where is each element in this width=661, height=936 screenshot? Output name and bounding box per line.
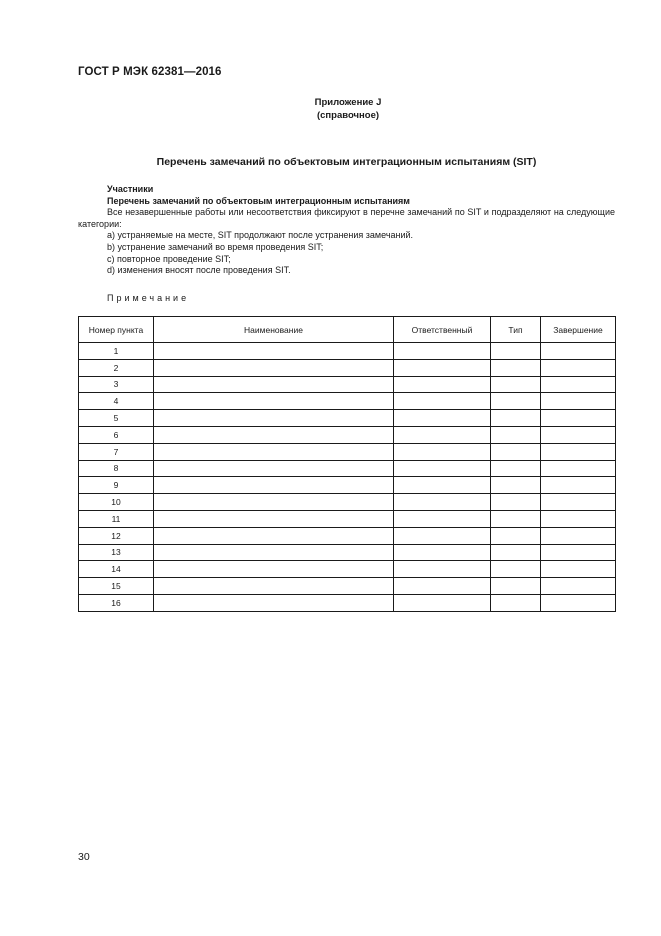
responsible-cell bbox=[394, 510, 491, 527]
name-cell bbox=[154, 494, 394, 511]
responsible-cell bbox=[394, 561, 491, 578]
completion-cell bbox=[541, 393, 616, 410]
section-title: Перечень замечаний по объектовым интеграционным испытаниям (SIT) bbox=[156, 156, 537, 168]
name-cell bbox=[154, 477, 394, 494]
name-cell bbox=[154, 510, 394, 527]
name-cell bbox=[154, 527, 394, 544]
name-cell bbox=[154, 443, 394, 460]
row-number-cell: 13 bbox=[79, 544, 154, 561]
type-cell bbox=[491, 410, 541, 427]
column-header-number: Номер пункта bbox=[79, 317, 154, 343]
note-label: Примечание bbox=[107, 293, 190, 303]
table-row bbox=[79, 343, 616, 360]
type-cell bbox=[491, 443, 541, 460]
type-cell bbox=[491, 359, 541, 376]
type-cell bbox=[491, 376, 541, 393]
row-number-cell: 16 bbox=[79, 594, 154, 611]
name-cell bbox=[154, 594, 394, 611]
table-row bbox=[79, 594, 616, 611]
row-number-cell: 1 bbox=[79, 343, 154, 360]
type-cell bbox=[491, 460, 541, 477]
row-number-cell: 8 bbox=[79, 460, 154, 477]
completion-cell bbox=[541, 359, 616, 376]
table-row bbox=[79, 527, 616, 544]
row-number-cell: 7 bbox=[79, 443, 154, 460]
responsible-cell bbox=[394, 594, 491, 611]
type-cell bbox=[491, 544, 541, 561]
list-item: a) устраняемые на месте, SIT продолжают после устранения замечаний. bbox=[107, 230, 414, 241]
table-row bbox=[79, 376, 616, 393]
type-cell bbox=[491, 510, 541, 527]
name-cell bbox=[154, 359, 394, 376]
type-cell bbox=[491, 494, 541, 511]
participants-heading: Участники bbox=[107, 184, 154, 194]
name-cell bbox=[154, 343, 394, 360]
responsible-cell bbox=[394, 393, 491, 410]
type-cell bbox=[491, 393, 541, 410]
completion-cell bbox=[541, 477, 616, 494]
list-item: b) устранение замечаний во время проведения SIT; bbox=[107, 241, 324, 252]
table-row bbox=[79, 393, 616, 410]
column-header-responsible: Ответственный bbox=[394, 317, 491, 343]
type-cell bbox=[491, 594, 541, 611]
type-cell bbox=[491, 527, 541, 544]
type-cell bbox=[491, 477, 541, 494]
responsible-cell bbox=[394, 477, 491, 494]
table-row bbox=[79, 410, 616, 427]
table-row bbox=[79, 561, 616, 578]
document-code: ГОСТ Р МЭК 62381—2016 bbox=[78, 66, 222, 78]
completion-cell bbox=[541, 527, 616, 544]
row-number-cell: 10 bbox=[79, 494, 154, 511]
completion-cell bbox=[541, 426, 616, 443]
completion-cell bbox=[541, 443, 616, 460]
table-row bbox=[79, 359, 616, 376]
body-text bbox=[78, 184, 615, 277]
column-header-completion: Завершение bbox=[541, 317, 616, 343]
row-number-cell: 4 bbox=[79, 393, 154, 410]
intro-paragraph: Все незавершенные работы или несоответствия фиксируют в перечне замечаний по SIT и подразделяют на следующие категории: bbox=[78, 207, 615, 229]
name-cell bbox=[154, 561, 394, 578]
annex-type: (справочное) bbox=[316, 110, 380, 121]
type-cell bbox=[491, 343, 541, 360]
table-header-row bbox=[79, 317, 616, 343]
type-cell bbox=[491, 426, 541, 443]
name-cell bbox=[154, 578, 394, 595]
table-row bbox=[79, 510, 616, 527]
name-cell bbox=[154, 544, 394, 561]
responsible-cell bbox=[394, 426, 491, 443]
list-item: d) изменения вносят после проведения SIT. bbox=[107, 265, 291, 276]
page-number: 30 bbox=[78, 851, 90, 863]
table-row bbox=[79, 477, 616, 494]
table-row bbox=[79, 443, 616, 460]
responsible-cell bbox=[394, 443, 491, 460]
name-cell bbox=[154, 460, 394, 477]
row-number-cell: 15 bbox=[79, 578, 154, 595]
name-cell bbox=[154, 393, 394, 410]
completion-cell bbox=[541, 544, 616, 561]
row-number-cell: 11 bbox=[79, 510, 154, 527]
row-number-cell: 9 bbox=[79, 477, 154, 494]
name-cell bbox=[154, 426, 394, 443]
table-row bbox=[79, 494, 616, 511]
responsible-cell bbox=[394, 578, 491, 595]
name-cell bbox=[154, 410, 394, 427]
row-number-cell: 12 bbox=[79, 527, 154, 544]
responsible-cell bbox=[394, 460, 491, 477]
responsible-cell bbox=[394, 494, 491, 511]
table-row bbox=[79, 460, 616, 477]
responsible-cell bbox=[394, 527, 491, 544]
row-number-cell: 3 bbox=[79, 376, 154, 393]
column-header-type: Тип bbox=[491, 317, 541, 343]
sit-issues-table bbox=[78, 316, 616, 612]
type-cell bbox=[491, 578, 541, 595]
completion-cell bbox=[541, 376, 616, 393]
completion-cell bbox=[541, 578, 616, 595]
completion-cell bbox=[541, 594, 616, 611]
type-cell bbox=[491, 561, 541, 578]
column-header-name: Наименование bbox=[154, 317, 394, 343]
row-number-cell: 2 bbox=[79, 359, 154, 376]
annex-title: Приложение J bbox=[314, 97, 382, 108]
table-row bbox=[79, 426, 616, 443]
completion-cell bbox=[541, 561, 616, 578]
row-number-cell: 6 bbox=[79, 426, 154, 443]
completion-cell bbox=[541, 343, 616, 360]
list-heading: Перечень замечаний по объектовым интеграционным испытаниям bbox=[107, 195, 410, 206]
responsible-cell bbox=[394, 410, 491, 427]
completion-cell bbox=[541, 410, 616, 427]
table-body bbox=[79, 343, 616, 612]
responsible-cell bbox=[394, 544, 491, 561]
completion-cell bbox=[541, 494, 616, 511]
completion-cell bbox=[541, 460, 616, 477]
row-number-cell: 5 bbox=[79, 410, 154, 427]
annex-heading bbox=[0, 96, 661, 122]
list-item: c) повторное проведение SIT; bbox=[107, 253, 231, 264]
name-cell bbox=[154, 376, 394, 393]
responsible-cell bbox=[394, 343, 491, 360]
table-row bbox=[79, 578, 616, 595]
completion-cell bbox=[541, 510, 616, 527]
table-row bbox=[79, 544, 616, 561]
responsible-cell bbox=[394, 376, 491, 393]
row-number-cell: 14 bbox=[79, 561, 154, 578]
responsible-cell bbox=[394, 359, 491, 376]
